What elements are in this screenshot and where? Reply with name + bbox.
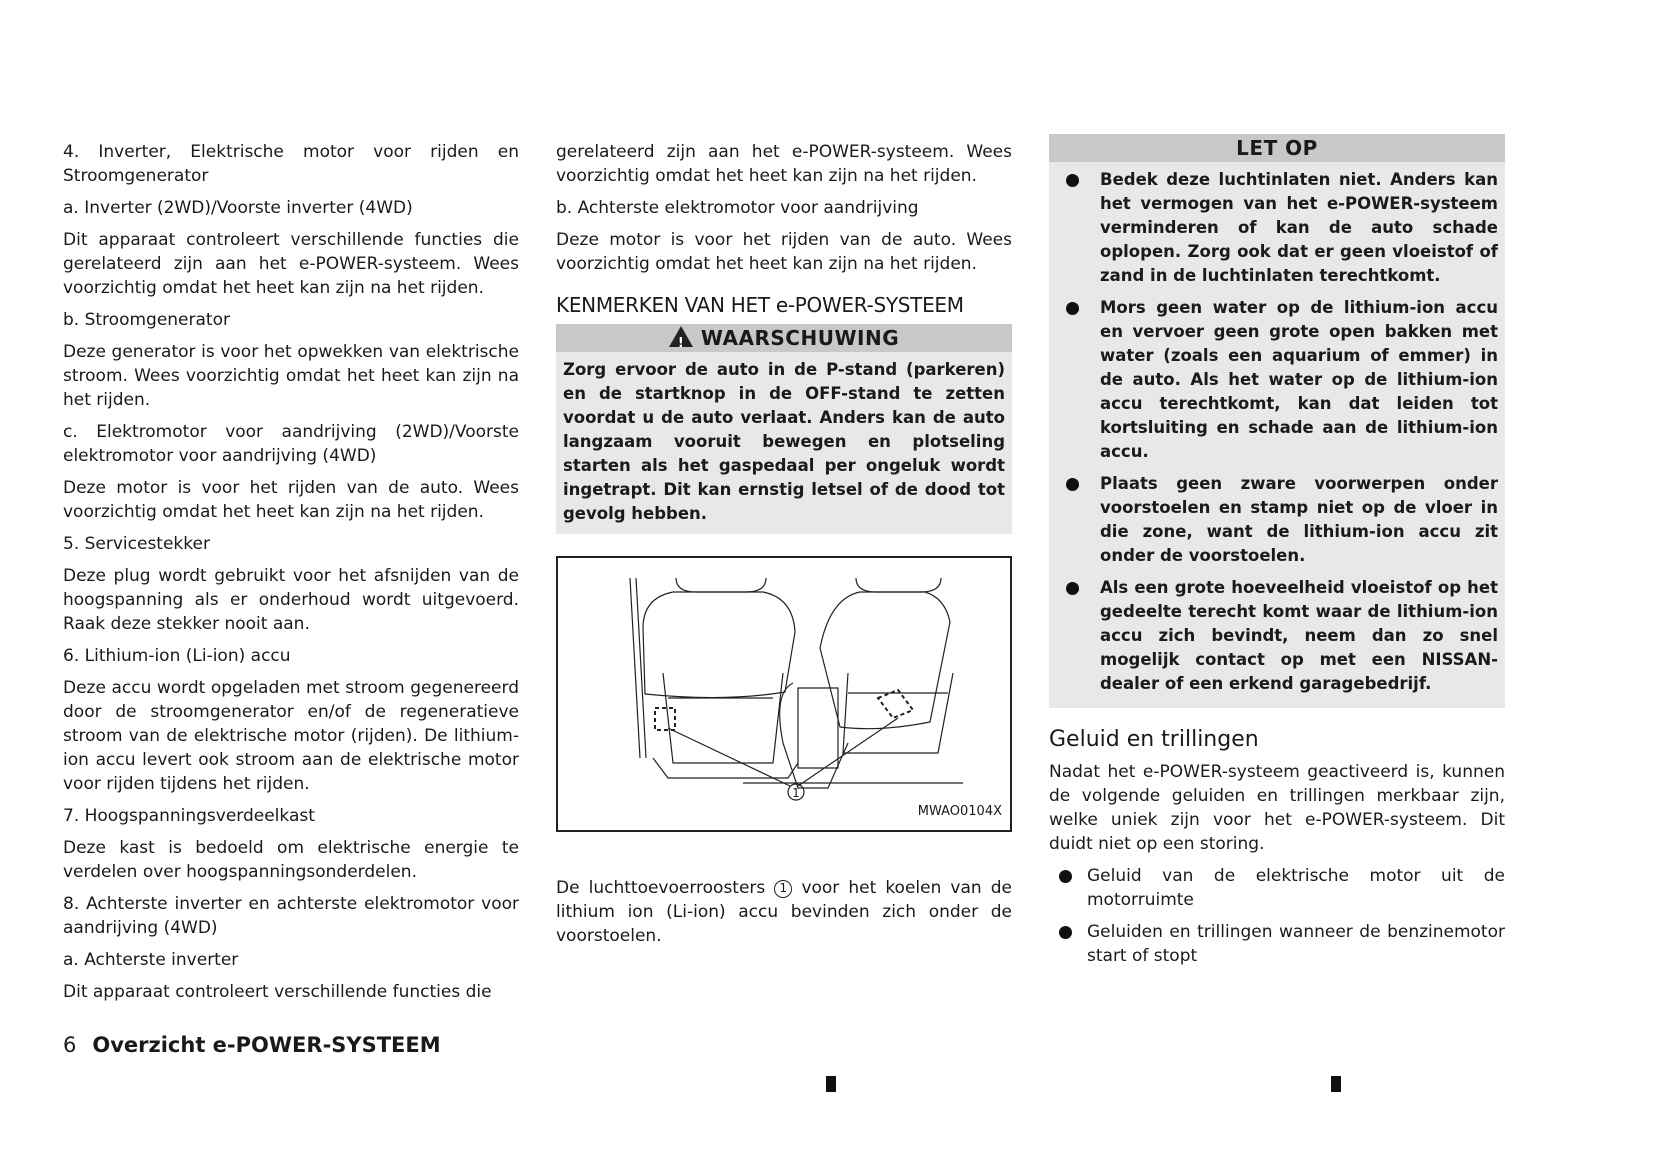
paragraph: Deze kast is bedoeld om elektrische energie te verdelen over hoogspanningsonderdelen.: [63, 838, 519, 882]
caution-item: Mors geen water op de lithium-ion accu en vervoer geen grote open bakken met water (zoals een aquarium of emmer) in de auto. Als het water op de lithium-ion accu terechtkomt, kan dat leiden tot kortsluiting en schade aan de lithium-ion accu.: [1056, 296, 1498, 464]
column-right: [1049, 134, 1505, 976]
warning-title: WAARSCHUWING: [700, 326, 900, 350]
column-middle: [556, 140, 1012, 956]
list-item: Geluiden en trillingen wanneer de benzinemotor start of stopt: [1049, 920, 1505, 968]
caution-item: Als een grote hoeveelheid vloeistof op het gedeelte terecht komt waar de lithium-ion accu zich bevindt, neem dan zo snel mogelijk contact op met een NISSAN-dealer of een erkend garagebedrijf.: [1056, 576, 1498, 696]
caution-box: [1049, 134, 1505, 708]
caution-item: Plaats geen zware voorwerpen onder voorstoelen en stamp niet op de vloer in die zone, want de lithium-ion accu zit onder de voorstoelen.: [1056, 472, 1498, 568]
paragraph: b. Achterste elektromotor voor aandrijving: [556, 198, 919, 218]
figure-code: MWAO0104X: [917, 804, 1002, 819]
chapter-title: Overzicht e-POWER-SYSTEEM: [92, 1033, 441, 1057]
paragraph: 4. Inverter, Elektrische motor voor rijden en Stroomgenerator: [63, 142, 519, 186]
paragraph: Deze motor is voor het rijden van de auto. Wees voorzichtig omdat het heet kan zijn na het rijden.: [556, 230, 1012, 274]
paragraph: c. Elektromotor voor aandrijving (2WD)/Voorste elektromotor voor aandrijving (4WD): [63, 422, 519, 466]
caution-list: [1056, 168, 1498, 696]
warning-icon: [669, 326, 693, 347]
paragraph: Dit apparaat controleert verschillende functies die: [63, 982, 492, 1002]
seats-drawing: [558, 558, 1010, 830]
caution-title: LET OP: [1049, 134, 1505, 162]
paragraph: a. Inverter (2WD)/Voorste inverter (4WD): [63, 198, 413, 218]
paragraph: Deze generator is voor het opwekken van elektrische stroom. Wees voorzichtig omdat het heet kan zijn na het rijden.: [63, 342, 519, 410]
section-heading: KENMERKEN VAN HET e-POWER-SYSTEEM: [556, 293, 964, 317]
page-number: 6: [63, 1033, 77, 1057]
paragraph: 6. Lithium-ion (Li-ion) accu: [63, 646, 291, 666]
warning-box: [556, 324, 1012, 534]
crop-mark: [1331, 1076, 1341, 1092]
column-left: [63, 140, 519, 1012]
page-footer: [63, 1033, 441, 1057]
paragraph: Deze motor is voor het rijden van de auto. Wees voorzichtig omdat het heet kan zijn na het rijden.: [63, 478, 519, 522]
warning-text: Zorg ervoor de auto in de P-stand (parkeren) en de startknop in de OFF-stand te zetten voordat u de auto verlaat. Anders kan de auto langzaam vooruit bewegen en plotseling starten als het gaspedaal per ongeluk wordt ingetrapt. Dit kan ernstig letsel of de dood tot gevolg hebben.: [563, 360, 1005, 523]
callout-ref: 1: [774, 880, 792, 898]
caution-item: Bedek deze luchtinlaten niet. Anders kan het vermogen van het e-POWER-systeem verminderen of kan de auto schade oplopen. Zorg ook dat er geen vloeistof of zand in de luchtinlaten terechtkomt.: [1056, 168, 1498, 288]
callout-number: 1: [792, 786, 800, 800]
paragraph: 8. Achterste inverter en achterste elektromotor voor aandrijving (4WD): [63, 894, 519, 938]
paragraph: Deze plug wordt gebruikt voor het afsnijden van de hoogspanning als er onderhoud wordt uitgevoerd. Raak deze stekker nooit aan.: [63, 566, 519, 634]
paragraph: Nadat het e-POWER-systeem geactiveerd is, kunnen de volgende geluiden en trillingen merkbaar zijn, welke uniek zijn voor het e-POWER-systeem. Dit duidt niet op een storing.: [1049, 762, 1505, 854]
paragraph: Deze accu wordt opgeladen met stroom gegenereerd door de stroomgenerator en/of de regeneratieve stroom van de elektrische motor (rijden). De lithium-ion accu levert ook stroom aan de elektrische motor voor rijden tijdens het rijden.: [63, 678, 519, 794]
crop-mark: [826, 1076, 836, 1092]
warning-header: [556, 324, 1012, 352]
sound-list: [1049, 864, 1505, 968]
paragraph: Dit apparaat controleert verschillende functies die gerelateerd zijn aan het e-POWER-systeem. Wees voorzichtig omdat het heet kan zijn na het rijden.: [63, 230, 519, 298]
paragraph: b. Stroomgenerator: [63, 310, 230, 330]
paragraph: a. Achterste inverter: [63, 950, 239, 970]
paragraph: 7. Hoogspanningsverdeelkast: [63, 806, 315, 826]
figure-caption: De luchttoevoerroosters 1 voor het koelen van de lithium ion (Li-ion) accu bevinden zich onder de voorstoelen.: [556, 878, 1013, 946]
paragraph: 5. Servicestekker: [63, 534, 210, 554]
paragraph: gerelateerd zijn aan het e-POWER-systeem. Wees voorzichtig omdat het heet kan zijn na het rijden.: [556, 142, 1012, 186]
seat-illustration: [556, 556, 1012, 832]
subheading: Geluid en trillingen: [1049, 727, 1259, 752]
list-item: Geluid van de elektrische motor uit de motorruimte: [1049, 864, 1505, 912]
